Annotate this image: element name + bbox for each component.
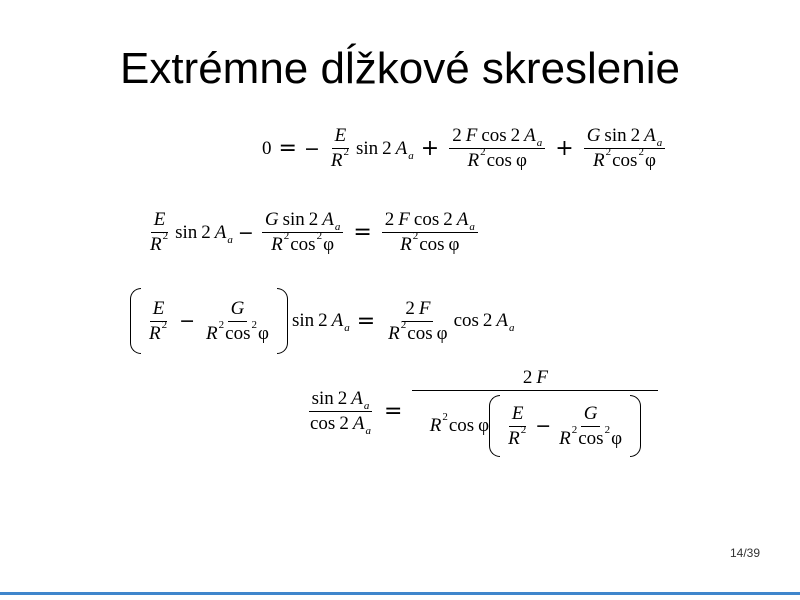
- equation-1: 0 = − E R 2 sin 2 A a + 2 F cos 2 A a R 2 cos φ + G sin 2 A a R 2 cos 2 φ: [262, 124, 668, 173]
- right-parenthesis: [630, 395, 641, 457]
- minus-sign: −: [303, 137, 320, 160]
- slide-title: Extrémne dĺžkové skreslenie: [119, 44, 680, 93]
- equals-sign: =: [353, 220, 372, 245]
- equation-3: E R 2 − G R 2 cos 2 φ sin 2 A a = 2 F R 2 cos φ cos 2 A a: [130, 288, 515, 354]
- footer-accent-line: [0, 592, 800, 595]
- equation-2: E R 2 sin 2 A a − G sin 2 A a R 2 cos 2 φ = 2 F cos 2 A a R 2 cos φ: [144, 208, 481, 257]
- fraction-2f-cos: 2 F cos 2 A a R 2 cos φ: [449, 124, 545, 173]
- fraction-sin-over-cos: sin 2 A a cos 2 A a: [310, 388, 371, 437]
- minus-sign: −: [179, 310, 196, 332]
- minus-sign: −: [535, 415, 552, 437]
- left-parenthesis: [489, 395, 500, 457]
- fraction-2f-over-r2cos: 2 F R 2 cos φ: [388, 297, 448, 344]
- equals-sign: =: [356, 308, 376, 334]
- left-parenthesis: [130, 288, 141, 354]
- fraction-g-sin: G sin 2 A a R 2 cos 2 φ: [584, 124, 666, 173]
- fraction-e-over-r2: E R 2: [150, 209, 169, 255]
- fraction-g-sin: G sin 2 A a R 2 cos 2 φ: [262, 208, 344, 257]
- fraction-g-over-r2cos2: G R 2 cos 2 φ: [559, 402, 623, 449]
- zero: 0: [262, 137, 272, 159]
- right-parenthesis: [277, 288, 288, 354]
- equals-sign: =: [383, 399, 403, 424]
- minus-sign: −: [237, 221, 254, 244]
- equals-sign: =: [278, 136, 297, 161]
- equation-4: [304, 366, 661, 457]
- plus-sign: +: [555, 136, 574, 161]
- fraction-2f-over-expression: 2 F R 2 cos φ E R 2 − G R 2 cos 2 φ: [412, 366, 658, 457]
- fraction-e-over-r2: E R 2: [508, 402, 527, 449]
- fraction-2f-cos: 2 F cos 2 A a R 2 cos φ: [382, 208, 478, 257]
- fraction-g-over-r2cos2: G R 2 cos 2 φ: [206, 297, 269, 344]
- plus-sign: +: [420, 136, 440, 161]
- page-number: 14/39: [729, 546, 760, 560]
- fraction-e-over-r2: E R 2: [149, 297, 168, 344]
- fraction-e-over-r2: E R 2: [330, 125, 349, 171]
